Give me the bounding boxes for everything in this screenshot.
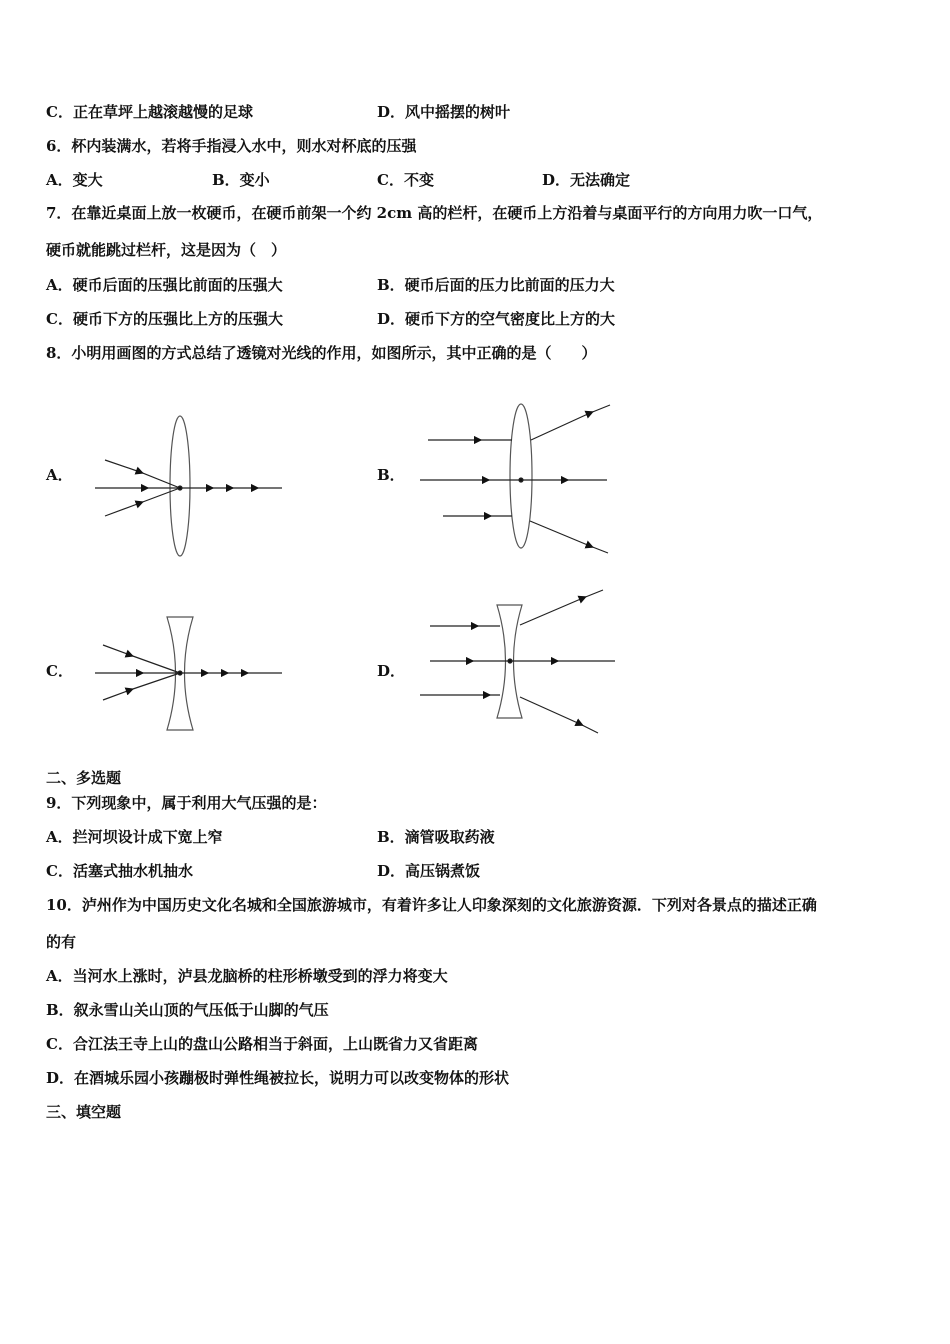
q8-option-c-label: C． (46, 662, 73, 680)
q5-option-d: D．风中摇摆的树叶 (377, 103, 511, 121)
q10-option-b: B．叙永雪山关山顶的气压低于山脚的气压 (46, 1001, 329, 1019)
q6-option-a: A．变大 (46, 171, 103, 189)
q6-option-d: D．无法确定 (542, 171, 631, 189)
q10-option-d: D．在酒城乐园小孩蹦极时弹性绳被拉长，说明力可以改变物体的形状 (46, 1069, 510, 1087)
q9-option-b: B．滴管吸取药液 (377, 828, 495, 846)
q6-option-c: C．不变 (377, 171, 434, 189)
q9-stem: 9．下列现象中，属于利用大气压强的是： (46, 794, 327, 812)
q10-option-c: C．合江法王寺上山的盘山公路相当于斜面，上山既省力又省距离 (46, 1035, 478, 1053)
q6-stem: 6．杯内装满水，若将手指浸入水中，则水对杯底的压强 (46, 137, 417, 155)
q7-option-b: B．硬币后面的压力比前面的压力大 (377, 276, 615, 294)
q10-stem-line2: 的有 (46, 933, 77, 951)
q10-stem-line1: 10．泸州作为中国历史文化名城和全国旅游城市，有着许多让人印象深刻的文化旅游资源．下列对各景点的描述正确 (46, 896, 817, 914)
q9-option-c: C．活塞式抽水机抽水 (46, 862, 193, 880)
q7-option-c: C．硬币下方的压强比上方的压强大 (46, 310, 283, 328)
section-fill-blank-heading: 三、填空题 (46, 1103, 122, 1121)
q10-option-a: A．当河水上涨时，泸县龙脑桥的柱形桥墩受到的浮力将变大 (46, 967, 448, 985)
diagram-c-concave-lens (95, 617, 282, 730)
diagram-b-convex-lens (420, 404, 610, 553)
q5-option-c: C．正在草坪上越滚越慢的足球 (46, 103, 253, 121)
q6-option-b: B．变小 (212, 171, 270, 189)
section-multiple-choice-heading: 二、多选题 (46, 769, 122, 787)
q9-option-a: A．拦河坝设计成下宽上窄 (46, 828, 223, 846)
q7-stem-line2: 硬币就能跳过栏杆，这是因为（ ） (46, 241, 287, 259)
diagram-a-convex-lens (95, 416, 282, 556)
q8-option-d-label: D． (377, 662, 406, 680)
q9-option-d: D．高压锅煮饭 (377, 862, 481, 880)
q8-stem: 8．小明用画图的方式总结了透镜对光线的作用，如图所示，其中正确的是（ ） (46, 344, 597, 362)
diagram-d-concave-lens (420, 590, 615, 733)
q8-option-a-label: A． (46, 466, 73, 484)
q7-option-a: A．硬币后面的压强比前面的压强大 (46, 276, 283, 294)
q7-option-d: D．硬币下方的空气密度比上方的大 (377, 310, 616, 328)
q7-stem-line1: 7．在靠近桌面上放一枚硬币，在硬币前架一个约 2cm 高的栏杆，在硬币上方沿着与桌面平行的方向用力吹一口气， (46, 204, 823, 222)
q8-option-b-label: B． (377, 466, 405, 484)
